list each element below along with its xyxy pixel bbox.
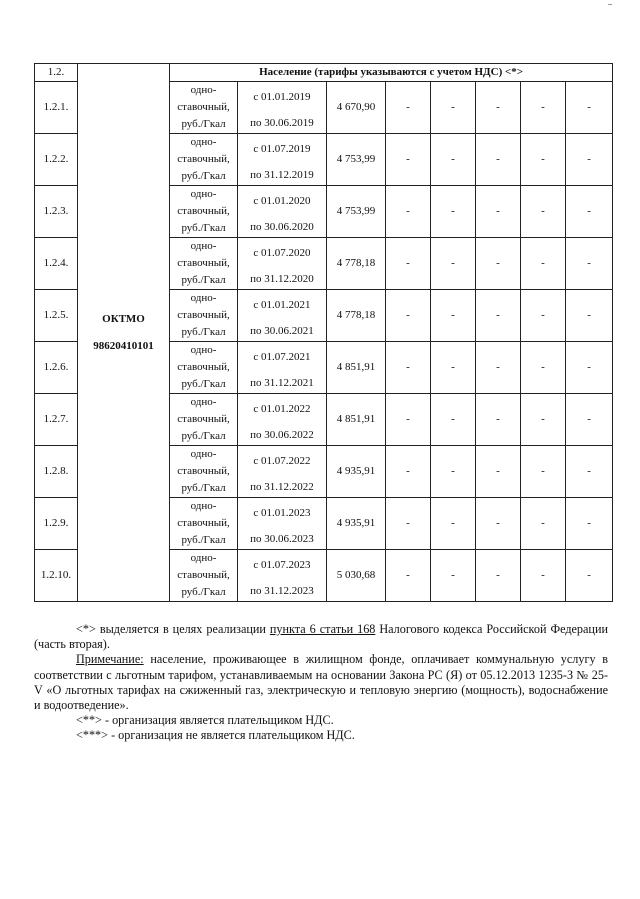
dash: - — [451, 257, 455, 269]
empty-tariff-cell — [566, 394, 613, 446]
rate-unit: руб./Гкал — [181, 118, 226, 130]
row-index-text: 1.2.10. — [40, 569, 72, 581]
rate-unit: руб./Гкал — [181, 170, 226, 182]
period-to: по 30.06.2023 — [250, 533, 314, 545]
okmo-label: ОКТМО — [102, 312, 145, 325]
row-index-text: 1.2.6. — [43, 361, 69, 373]
rate-type-mid: ставочный, — [177, 361, 230, 373]
rate-type-mid: ставочный, — [177, 101, 230, 113]
empty-tariff-cell — [521, 290, 566, 342]
empty-tariff-cell — [431, 446, 476, 498]
tariff-value-text: 4 935,91 — [336, 465, 376, 477]
dash: - — [541, 205, 545, 217]
row-index — [35, 498, 78, 550]
dash: - — [541, 309, 545, 321]
rate-type-mid: ставочный, — [177, 569, 230, 581]
tariff-value — [327, 394, 386, 446]
period — [238, 394, 327, 446]
period — [238, 446, 327, 498]
period-to: по 31.12.2019 — [250, 169, 314, 181]
row-index — [35, 82, 78, 134]
empty-tariff-cell — [431, 394, 476, 446]
rate-unit: руб./Гкал — [181, 430, 226, 442]
dash: - — [587, 413, 591, 425]
section-row — [35, 64, 613, 82]
dash: - — [587, 153, 591, 165]
tariff-value-text: 4 753,99 — [336, 205, 376, 217]
tariff-value — [327, 186, 386, 238]
dash: - — [541, 257, 545, 269]
empty-tariff-cell — [566, 186, 613, 238]
dash: - — [496, 309, 500, 321]
rate-type-mid: ставочный, — [177, 517, 230, 529]
empty-tariff-cell — [476, 82, 521, 134]
empty-tariff-cell — [476, 134, 521, 186]
rate-type-top: одно- — [190, 448, 217, 460]
period — [238, 498, 327, 550]
rate-unit: руб./Гкал — [181, 534, 226, 546]
period-from: с 01.07.2020 — [253, 247, 311, 259]
period-from: с 01.07.2021 — [253, 351, 311, 363]
rate-type-top: одно- — [190, 344, 217, 356]
dash: - — [406, 361, 410, 373]
tariff-value-text: 5 030,68 — [336, 569, 376, 581]
period — [238, 134, 327, 186]
rate-type-top: одно- — [190, 500, 217, 512]
remark-text: население, проживающее в жилищном фонде, оплачивает коммунальную услугу в соответствии с льготным тарифом, устанавливаемым на основании Закона РС (Я) от 05.12.2013 1235-З № 25-V «О льготных тарифах на сжиженный газ, электрическую и тепловую энергию (мощность), водоснабжение и водоотведение». — [34, 652, 608, 713]
remark-note — [34, 652, 608, 713]
empty-tariff-cell — [386, 550, 431, 602]
empty-tariff-cell — [476, 550, 521, 602]
vat-text-a: выделяется в целях реализации — [95, 622, 270, 636]
dash: - — [451, 153, 455, 165]
empty-tariff-cell — [521, 342, 566, 394]
row-index-text: 1.2.8. — [43, 465, 69, 477]
empty-tariff-cell — [431, 290, 476, 342]
rate-type — [170, 446, 238, 498]
dash: - — [587, 361, 591, 373]
period-to: по 31.12.2022 — [250, 481, 314, 493]
period — [238, 186, 327, 238]
dash: - — [451, 517, 455, 529]
dash: - — [451, 205, 455, 217]
tariff-value — [327, 550, 386, 602]
dash: - — [496, 413, 500, 425]
empty-tariff-cell — [566, 446, 613, 498]
empty-tariff-cell — [521, 238, 566, 290]
row-index-text: 1.2.9. — [43, 517, 69, 529]
rate-type-top: одно- — [190, 136, 217, 148]
empty-tariff-cell — [476, 498, 521, 550]
row-index-text: 1.2.2. — [43, 153, 69, 165]
empty-tariff-cell — [386, 290, 431, 342]
dash: - — [541, 465, 545, 477]
empty-tariff-cell — [386, 342, 431, 394]
period-from: с 01.07.2023 — [253, 559, 311, 571]
period-from: с 01.07.2022 — [253, 455, 311, 467]
rate-type-mid: ставочный, — [177, 257, 230, 269]
tariff-value — [327, 498, 386, 550]
rate-type-mid: ставочный, — [177, 465, 230, 477]
period-from: с 01.01.2020 — [253, 195, 311, 207]
dash: - — [541, 361, 545, 373]
dash: - — [541, 413, 545, 425]
row-index — [35, 238, 78, 290]
okmo-cell — [78, 64, 170, 602]
dash: - — [406, 569, 410, 581]
dash: - — [541, 517, 545, 529]
empty-tariff-cell — [386, 394, 431, 446]
rate-type — [170, 394, 238, 446]
dash: - — [587, 569, 591, 581]
dash: - — [541, 569, 545, 581]
vat-note — [34, 622, 608, 652]
empty-tariff-cell — [386, 498, 431, 550]
empty-tariff-cell — [386, 82, 431, 134]
dash: - — [496, 205, 500, 217]
rate-unit: руб./Гкал — [181, 326, 226, 338]
rate-type-top: одно- — [190, 84, 217, 96]
row-index — [35, 342, 78, 394]
dash: - — [451, 361, 455, 373]
empty-tariff-cell — [566, 290, 613, 342]
period-to: по 31.12.2020 — [250, 273, 314, 285]
notes-block — [34, 622, 608, 744]
dash: - — [496, 517, 500, 529]
tariff-value — [327, 446, 386, 498]
dash: - — [587, 309, 591, 321]
tariff-value-text: 4 778,18 — [336, 309, 376, 321]
empty-tariff-cell — [431, 82, 476, 134]
scan-mark — [608, 4, 612, 5]
empty-tariff-cell — [476, 186, 521, 238]
row-index — [35, 134, 78, 186]
rate-type — [170, 134, 238, 186]
period-to: по 31.12.2021 — [250, 377, 314, 389]
empty-tariff-cell — [566, 342, 613, 394]
empty-tariff-cell — [476, 446, 521, 498]
tariff-value-text: 4 851,91 — [336, 413, 376, 425]
period-to: по 30.06.2022 — [250, 429, 314, 441]
rate-type — [170, 186, 238, 238]
rate-type-top: одно- — [190, 552, 217, 564]
nonpayer-note: <***> - организация не является плательщиком НДС. — [76, 728, 355, 743]
dash: - — [406, 309, 410, 321]
rate-type — [170, 290, 238, 342]
row-index — [35, 446, 78, 498]
period-to: по 30.06.2019 — [250, 117, 314, 129]
dash: - — [496, 257, 500, 269]
dash: - — [451, 569, 455, 581]
rate-type-mid: ставочный, — [177, 413, 230, 425]
dash: - — [406, 413, 410, 425]
period — [238, 82, 327, 134]
payer-note: <**> - организация является плательщиком НДС. — [76, 713, 334, 728]
empty-tariff-cell — [566, 550, 613, 602]
rate-type-mid: ставочный, — [177, 205, 230, 217]
vat-mark: <*> — [76, 622, 96, 636]
empty-tariff-cell — [431, 186, 476, 238]
empty-tariff-cell — [431, 134, 476, 186]
tariff-value — [327, 290, 386, 342]
rate-type — [170, 550, 238, 602]
dash: - — [587, 517, 591, 529]
dash: - — [406, 465, 410, 477]
empty-tariff-cell — [476, 290, 521, 342]
rate-type-top: одно- — [190, 188, 217, 200]
row-index-text: 1.2.5. — [43, 309, 69, 321]
empty-tariff-cell — [386, 186, 431, 238]
period — [238, 238, 327, 290]
rate-unit: руб./Гкал — [181, 482, 226, 494]
dash: - — [406, 153, 410, 165]
rate-unit: руб./Гкал — [181, 222, 226, 234]
rate-type — [170, 498, 238, 550]
row-index-text: 1.2.4. — [43, 257, 69, 269]
okmo-code: 98620410101 — [93, 339, 154, 352]
empty-tariff-cell — [521, 550, 566, 602]
empty-tariff-cell — [566, 238, 613, 290]
rate-type — [170, 238, 238, 290]
tariff-value-text: 4 753,99 — [336, 153, 376, 165]
empty-tariff-cell — [566, 134, 613, 186]
row-index — [35, 186, 78, 238]
dash: - — [451, 413, 455, 425]
rate-type-mid: ставочный, — [177, 153, 230, 165]
dash: - — [406, 257, 410, 269]
dash: - — [587, 101, 591, 113]
empty-tariff-cell — [566, 498, 613, 550]
row-index — [35, 550, 78, 602]
rate-type-top: одно- — [190, 240, 217, 252]
dash: - — [406, 101, 410, 113]
rate-type — [170, 342, 238, 394]
tax-code-link[interactable]: пункта 6 статьи 168 — [269, 622, 376, 636]
empty-tariff-cell — [386, 238, 431, 290]
empty-tariff-cell — [431, 342, 476, 394]
dash: - — [496, 361, 500, 373]
dash: - — [587, 257, 591, 269]
empty-tariff-cell — [431, 498, 476, 550]
period-to: по 30.06.2021 — [250, 325, 314, 337]
empty-tariff-cell — [386, 134, 431, 186]
period — [238, 550, 327, 602]
row-index-text: 1.2.3. — [43, 205, 69, 217]
period-from: с 01.01.2022 — [253, 403, 311, 415]
period-from: с 01.01.2021 — [253, 299, 311, 311]
tariff-value-text: 4 851,91 — [336, 361, 376, 373]
empty-tariff-cell — [521, 394, 566, 446]
dash: - — [496, 101, 500, 113]
empty-tariff-cell — [521, 134, 566, 186]
rate-type-mid: ставочный, — [177, 309, 230, 321]
period-from: с 01.01.2019 — [253, 91, 311, 103]
tariff-value-text: 4 935,91 — [336, 517, 376, 529]
dash: - — [587, 465, 591, 477]
tariff-value-text: 4 778,18 — [336, 257, 376, 269]
dash: - — [406, 517, 410, 529]
tariff-value — [327, 238, 386, 290]
period — [238, 290, 327, 342]
tariff-value — [327, 342, 386, 394]
empty-tariff-cell — [476, 238, 521, 290]
period — [238, 342, 327, 394]
empty-tariff-cell — [566, 82, 613, 134]
tariff-table — [34, 63, 613, 602]
row-index — [35, 290, 78, 342]
section-index: 1.2. — [35, 64, 78, 82]
rate-unit: руб./Гкал — [181, 586, 226, 598]
dash: - — [496, 153, 500, 165]
dash: - — [496, 569, 500, 581]
period-from: с 01.07.2019 — [253, 143, 311, 155]
period-to: по 30.06.2020 — [250, 221, 314, 233]
tariff-value-text: 4 670,90 — [336, 101, 376, 113]
dash: - — [496, 465, 500, 477]
empty-tariff-cell — [521, 498, 566, 550]
empty-tariff-cell — [431, 550, 476, 602]
rate-unit: руб./Гкал — [181, 378, 226, 390]
row-index — [35, 394, 78, 446]
rate-type-top: одно- — [190, 396, 217, 408]
rate-type-top: одно- — [190, 292, 217, 304]
dash: - — [451, 101, 455, 113]
remark-label: Примечание: — [76, 652, 144, 667]
dash: - — [541, 153, 545, 165]
row-index-text: 1.2.7. — [43, 413, 69, 425]
dash: - — [451, 309, 455, 321]
dash: - — [541, 101, 545, 113]
vat-text-b: Налогового кодекса Российской Федерации (часть вторая). — [34, 622, 608, 652]
tariff-value — [327, 134, 386, 186]
dash: - — [587, 205, 591, 217]
dash: - — [451, 465, 455, 477]
empty-tariff-cell — [521, 446, 566, 498]
period-to: по 31.12.2023 — [250, 585, 314, 597]
empty-tariff-cell — [521, 186, 566, 238]
rate-unit: руб./Гкал — [181, 274, 226, 286]
empty-tariff-cell — [476, 394, 521, 446]
rate-type — [170, 82, 238, 134]
tariff-value — [327, 82, 386, 134]
empty-tariff-cell — [431, 238, 476, 290]
empty-tariff-cell — [521, 82, 566, 134]
period-from: с 01.01.2023 — [253, 507, 311, 519]
empty-tariff-cell — [476, 342, 521, 394]
dash: - — [406, 205, 410, 217]
empty-tariff-cell — [386, 446, 431, 498]
population-header: Население (тарифы указываются с учетом НДС) <*> — [170, 64, 613, 82]
row-index-text: 1.2.1. — [43, 101, 69, 113]
